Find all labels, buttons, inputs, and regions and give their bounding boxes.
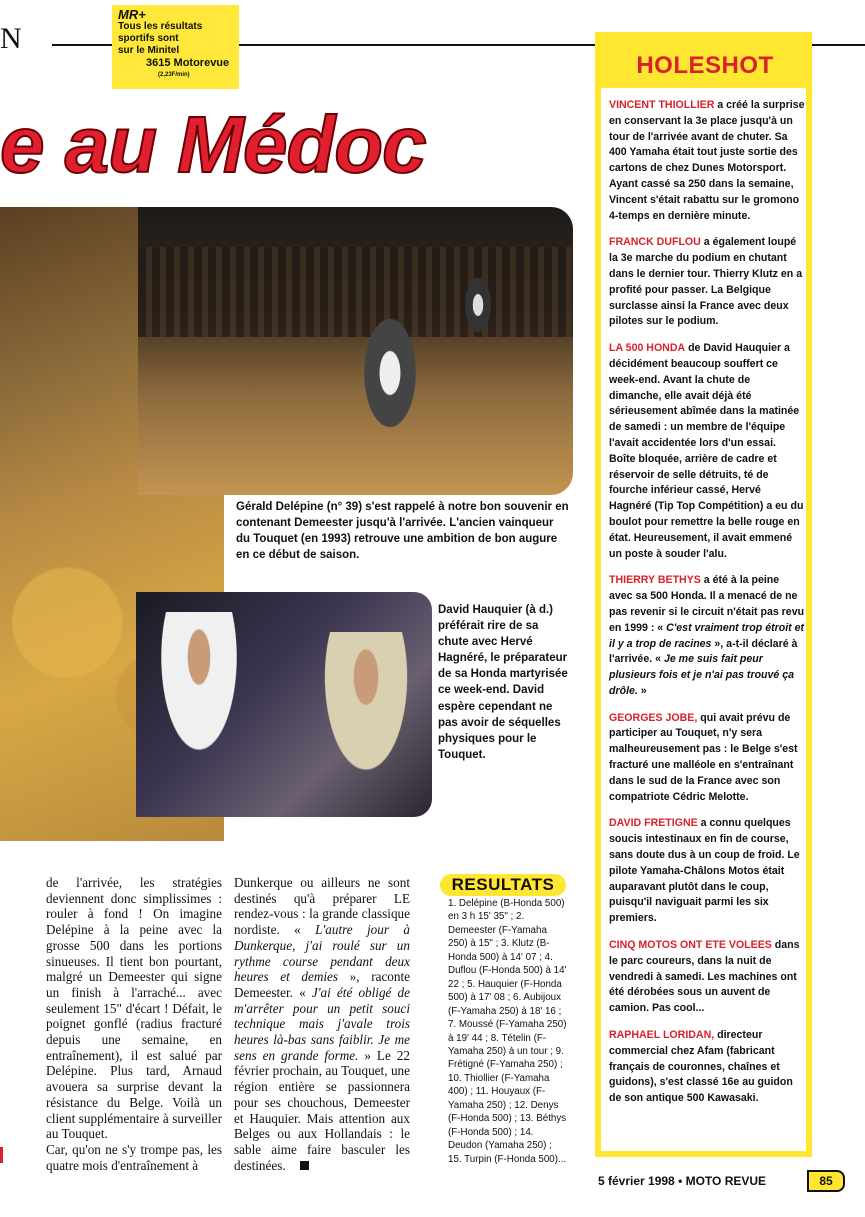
sidebar-item-text: a connu quelques soucis intestinaux en fin de course, sans doute dus à un coup de froid. Le pilote Yamaha-Châlons Motos était auparavant plutôt dans le coup, puisqu'il naviguait parmi les six premiers. <box>609 817 800 925</box>
column-2-text: » Le 22 février prochain, au Touquet, une région entière se passionnera pour ses chouchous, Demeester et Hauquier. Mais attention aux Belges ou aux Hollandais : le sable aime faire basculer les destinées. <box>234 1047 410 1173</box>
sidebar-item-text: a également loupé la 3e marche du podium en chutant dans le dernier tour. Thierry Klutz en a profité pour passer. La Belgique surclasse ainsi la France avec deux pilotes sur le podium. <box>609 236 803 328</box>
promo-line-1: Tous les résultats <box>118 21 203 32</box>
sidebar-item <box>609 938 805 1017</box>
column-2-quote: J'ai été obligé de m'arrêter pour un petit souci technique mais j'avale trois heures là-bas sans faiblir. Je me sens en grande forme. <box>234 984 410 1063</box>
sidebar-item <box>609 573 805 699</box>
sidebar-item-quote: Je me suis fait peur plusieurs fois et je n'ai pas trouvé ça drôle. <box>609 653 795 697</box>
promo-minitel-code: 3615 Motorevue <box>146 57 230 69</box>
column-2-text: Dunkerque ou ailleurs ne sont destinés qu'à préparer LE rendez-vous : la grande classique nordiste. « <box>234 875 410 938</box>
article-column-2 <box>234 875 410 1173</box>
sidebar-item-lead: GEORGES JOBE, <box>609 711 698 724</box>
section-letter: N <box>0 22 22 55</box>
page-number: 85 <box>807 1170 845 1192</box>
results-list: 1. Delépine (B-Honda 500) en 3 h 15' 35" ; 2. Demeester (F-Yamaha 250) à 15" ; 3. Klutz (B-Honda 500) à 14' 07 ; 4. Duflou (F-Honda 500) à 14' 22 ; 5. Hauquier (F-Honda 500) à 17' 08 ; 6. Aubijoux (F-Yamaha 250) à 18' 16 ; 7. Moussé (F-Yamaha 250) à 19' 44 ; 8. Tételin (F-Yamaha 250) à un tour ; 9. Frétigné (F-Yamaha 250) ; 10. Thiollier (F-Yamaha 400) ; 11. Houyaux (F-Yamaha 250) ; 12. Denys (F-Honda 500) ; 13. Béthys (F-Honda 500) ; 14. Deudon (Yamaha 250) ; 15. Turpin (F-Honda 500)... <box>448 898 567 1165</box>
page-edge-mark <box>0 1147 3 1163</box>
sidebar-item-text: dans le parc coureurs, dans la nuit de vendredi à samedi. Les machines ont été dérobées sous un auvent de camion. Pas cool... <box>609 939 800 1015</box>
sidebar-item <box>609 711 805 806</box>
photo-caption-main: Gérald Delépine (n° 39) s'est rappelé à notre bon souvenir en contenant Demeester jusqu'à l'arrivée. L'ancien vainqueur du Touquet (en 1993) retrouve une ambition de bon augure en ce début de saison. <box>236 501 569 561</box>
promo-line-2: sportifs sont <box>118 33 179 44</box>
sidebar-item <box>609 341 805 562</box>
pits-photo <box>136 592 432 817</box>
person-right <box>306 632 426 812</box>
photo-caption-second: David Hauquier (à d.) préférait rire de sa chute avec Hervé Hagnéré, le préparateur de sa Honda martyrisée ce week-end. David espère cependant ne pas avoir de séquelles physiques pour le Touquet. <box>438 604 568 761</box>
sidebar-item-lead: FRANCK DUFLOU <box>609 236 701 249</box>
sidebar-item-lead: LA 500 HONDA <box>609 342 686 355</box>
rider-figure-background <box>458 277 498 347</box>
sidebar-item-lead: VINCENT THIOLLIER <box>609 99 715 111</box>
column-2-text: », raconte Demeester. « <box>234 969 410 1000</box>
sidebar-item-text: a été à la peine avec sa 500 Honda. Il a menacé de ne pas revenir si le circuit n'était pas revu en 1999 : « <box>609 574 805 634</box>
sidebar-item-list <box>609 98 805 1107</box>
sidebar-title: HOLESHOT <box>636 52 774 79</box>
race-photo <box>138 207 573 495</box>
sidebar-item-lead: CINQ MOTOS ONT ETE VOLEES <box>609 939 772 952</box>
person-left <box>144 612 254 792</box>
sidebar-item-quote: C'est vraiment trop étroit et il y a trop de racines <box>609 621 805 650</box>
sidebar-item-text: de David Hauquier a décidément beaucoup souffert ce week-end. Avant la chute de dimanche, elle avait déjà été sérieusement abîmée dans la matinée de samedi : un membre de l'équipe l'avait accidentée lors d'un essai. Boîte bloquée, arrière de cadre et réservoir de selle détruits, té de fourche inférieur cassé, Hervé Hagnéré (Tip Top Compétition) a eu du boulot pour remettre la belle rouge en état. Heureusement, il avait emmené un poste à souder l'alu. <box>609 342 804 560</box>
sidebar-item-lead: THIERRY BETHYS <box>609 574 701 587</box>
column-1-text: de l'arrivée, les stratégies deviennent donc simplissimes : rouler à fond ! On imagine Delépine à la peine avec la grosse 500 dans les portions sinueuses. Il tient bon pourtant, malgré un Demeester qui signe un finish à l'arraché... avec seulement 15" d'écart ! Défait, le poignet gonflé (radius fracturé depuis une semaine, en entraînement), il est salué par Delépine. Plus tard, Arnaud avouera sa surprise devant la résistance du Belge. Voilà un client supplémentaire à surveiller au Touquet. Car, qu'on ne s'y trompe pas, les quatre mois d'entraînement à <box>46 875 222 1173</box>
sidebar-item-text: qui avait prévu de participer au Touquet, n'y sera malheureusement pas : le Belge s'est fracturé une malléole en s'entraînant dans le sud de la France avec son compatriote Cédric Melotte. <box>609 711 798 803</box>
sidebar-item <box>609 1028 805 1107</box>
sidebar-item <box>609 235 805 330</box>
sidebar-item-lead: DAVID FRETIGNE <box>609 817 698 830</box>
rider-figure <box>350 317 430 457</box>
promo-brand: MR+ <box>118 7 146 22</box>
sidebar-item-text: directeur commercial chez Afam (fabricant français de couronnes, chaînes et guidons), s'est classé 16e au guidon de son antique 500 Kawasaki. <box>609 1029 793 1105</box>
sidebar-item <box>609 816 805 927</box>
sidebar-item-lead: RAPHAEL LORIDAN, <box>609 1029 715 1042</box>
column-2-quote: L'autre jour à Dunkerque, j'ai roulé sur un rythme course pendant deux heures et demies <box>234 922 410 985</box>
results-title: RESULTATS <box>440 874 566 896</box>
promo-price: (2,23F/min) <box>158 72 190 78</box>
end-of-article-mark <box>300 1161 309 1170</box>
minitel-promo-box <box>112 5 239 89</box>
promo-line-3: sur le Minitel <box>118 45 180 56</box>
sidebar-item-text: a créé la surprise en conservant la 3e place jusqu'à un tour de l'arrivée avant de chuter. Sa 400 Yamaha était tout juste sortie des cartons de chez Dunes Motorsport. Ayant cassé sa 250 dans la semaine, Vincent s'était rabattu sur le gromono 4-temps en dernière minute. <box>609 99 805 222</box>
sidebar-item-text: », a-t-il déclaré à l'arrivée. « <box>609 637 798 666</box>
sidebar-item-text: » <box>637 684 647 697</box>
footer-date-magazine: 5 février 1998 • MOTO REVUE <box>598 1174 767 1188</box>
article-title: e au Médoc <box>0 100 426 189</box>
article-column-1 <box>46 875 222 1173</box>
sidebar-item <box>609 98 805 224</box>
